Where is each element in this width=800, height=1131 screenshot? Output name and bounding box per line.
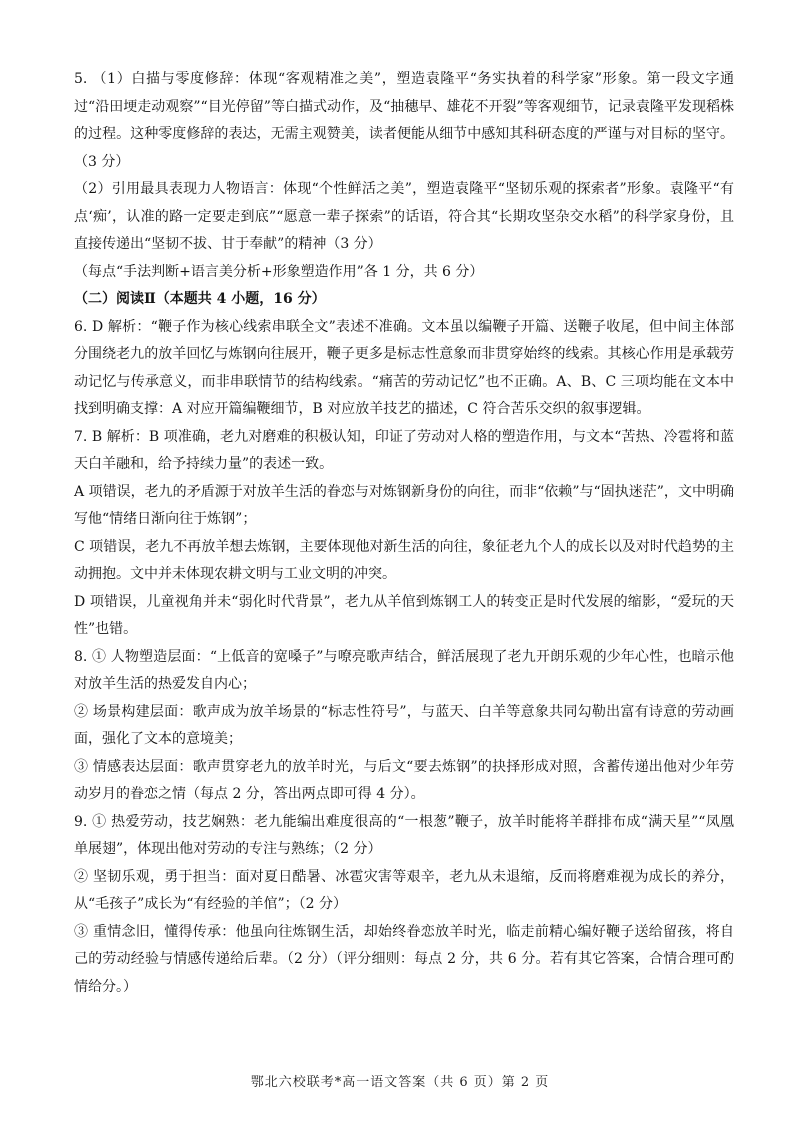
answer-6: 6. D 解析：“鞭子作为核心线索串联全文”表述不准确。文本虽以编鞭子开篇、送鞭子收尾，但中间主体部分围绕老九的放羊回忆与炼钢向往展开，鞭子更多是标志性意象而非贯穿始终的线索。其核心作用是承载劳动记忆与传承意义，而非串联情节的结构线索。“痛苦的劳动记忆”也不正确。A、B、C 三项均能在文本中找到明确支撑：A 对应开篇编鞭细节，B 对应放羊技艺的描述，C 符合苦乐交织的叙事逻辑。	[74, 318, 734, 417]
answer-5-part-1: 5. （1）白描与零度修辞：体现“客观精准之美”，塑造袁隆平“务实执着的科学家”形象。第一段文字通过“沿田埂走动观察”“目光停留”等白描式动作，及“抽穗早、雄花不开裂”等客观细节，记录袁隆平发现稻株的过程。这种零度修辞的表达，无需主观赞美，读者便能从细节中感知其科研态度的严谨与对目标的坚守。（3 分）	[74, 71, 734, 170]
answer-7-option-c: C 项错误，老九不再放羊想去炼钢，主要体现他对新生活的向往，象征老九个人的成长以及对时代趋势的主动拥抱。文中并未体现农耕文明与工业文明的冲突。	[74, 538, 734, 582]
answer-8-point-3: ③ 情感表达层面：歌声贯穿老九的放羊时光，与后文“要去炼钢”的抉择形成对照，含蓄传递出他对少年劳动岁月的眷恋之情（每点 2 分，答出两点即可得 4 分）。	[74, 758, 734, 802]
answer-7: 7. B 解析：B 项准确，老九对磨难的积极认知，印证了劳动对人格的塑造作用，与文本“苦热、冷雹将和蓝天白羊融和，给予持续力量”的表述一致。	[74, 428, 734, 472]
answer-5-part-2: （2）引用最具表现力人物语言：体现“个性鲜活之美”，塑造袁隆平“坚韧乐观的探索者”形象。袁隆平“有点‘痴’，认准的路一定要走到底”“愿意一辈子探索”的话语，符合其“长期攻坚杂交水稻”的科学家身份，且直接传递出“坚韧不拔、甘于奉献”的精神（3 分）	[74, 181, 734, 252]
answer-page-body	[74, 66, 734, 1001]
answer-9-point-3: ③ 重情念旧，懂得传承：他虽向往炼钢生活，却始终眷恋放羊时光，临走前精心编好鞭子送给留孩，将自己的劳动经验与情感传递给后辈。（2 分）（评分细则：每点 2 分，共 6 分。若有其它答案，合情合理可酌情给分。）	[74, 923, 734, 995]
answer-8-point-2: ② 场景构建层面：歌声成为放羊场景的“标志性符号”，与蓝天、白羊等意象共同勾勒出富有诗意的劳动画面，强化了文本的意境美；	[74, 703, 734, 747]
section-heading-reading-2: （二）阅读Ⅱ（本题共 4 小题，16 分）	[74, 291, 326, 307]
answer-8-point-1: 8. ① 人物塑造层面：“上低音的宽嗓子”与嘹亮歌声结合，鲜活展现了老九开朗乐观的少年心性，也暗示他对放羊生活的热爱发自内心；	[74, 648, 734, 692]
answer-9-point-2: ② 坚韧乐观，勇于担当：面对夏日酷暑、冰雹灾害等艰辛，老九从未退缩，反而将磨难视为成长的养分，从“毛孩子”成长为“有经验的羊倌”；（2 分）	[74, 868, 734, 912]
answer-7-option-d: D 项错误，儿童视角并未“弱化时代背景”，老九从羊倌到炼钢工人的转变正是时代发展的缩影，“爱玩的天性”也错。	[74, 593, 734, 637]
answer-7-option-a: A 项错误，老九的矛盾源于对放羊生活的眷恋与对炼钢新身份的向往，而非“依赖”与“固执迷茫”，文中明确写他“情绪日渐向往于炼钢”；	[74, 483, 734, 527]
answer-9-point-1: 9. ① 热爱劳动，技艺娴熟：老九能编出难度很高的“一根葱”鞭子，放羊时能将羊群排布成“满天星”“凤凰单展翅”，体现出他对劳动的专注与熟练；（2 分）	[74, 813, 734, 857]
page-footer: 鄂北六校联考*高一语文答案（共 6 页）第 2 页	[250, 1075, 550, 1090]
answer-5-scoring-note: （每点“手法判断+语言美分析+形象塑造作用”各 1 分，共 6 分）	[74, 263, 484, 280]
